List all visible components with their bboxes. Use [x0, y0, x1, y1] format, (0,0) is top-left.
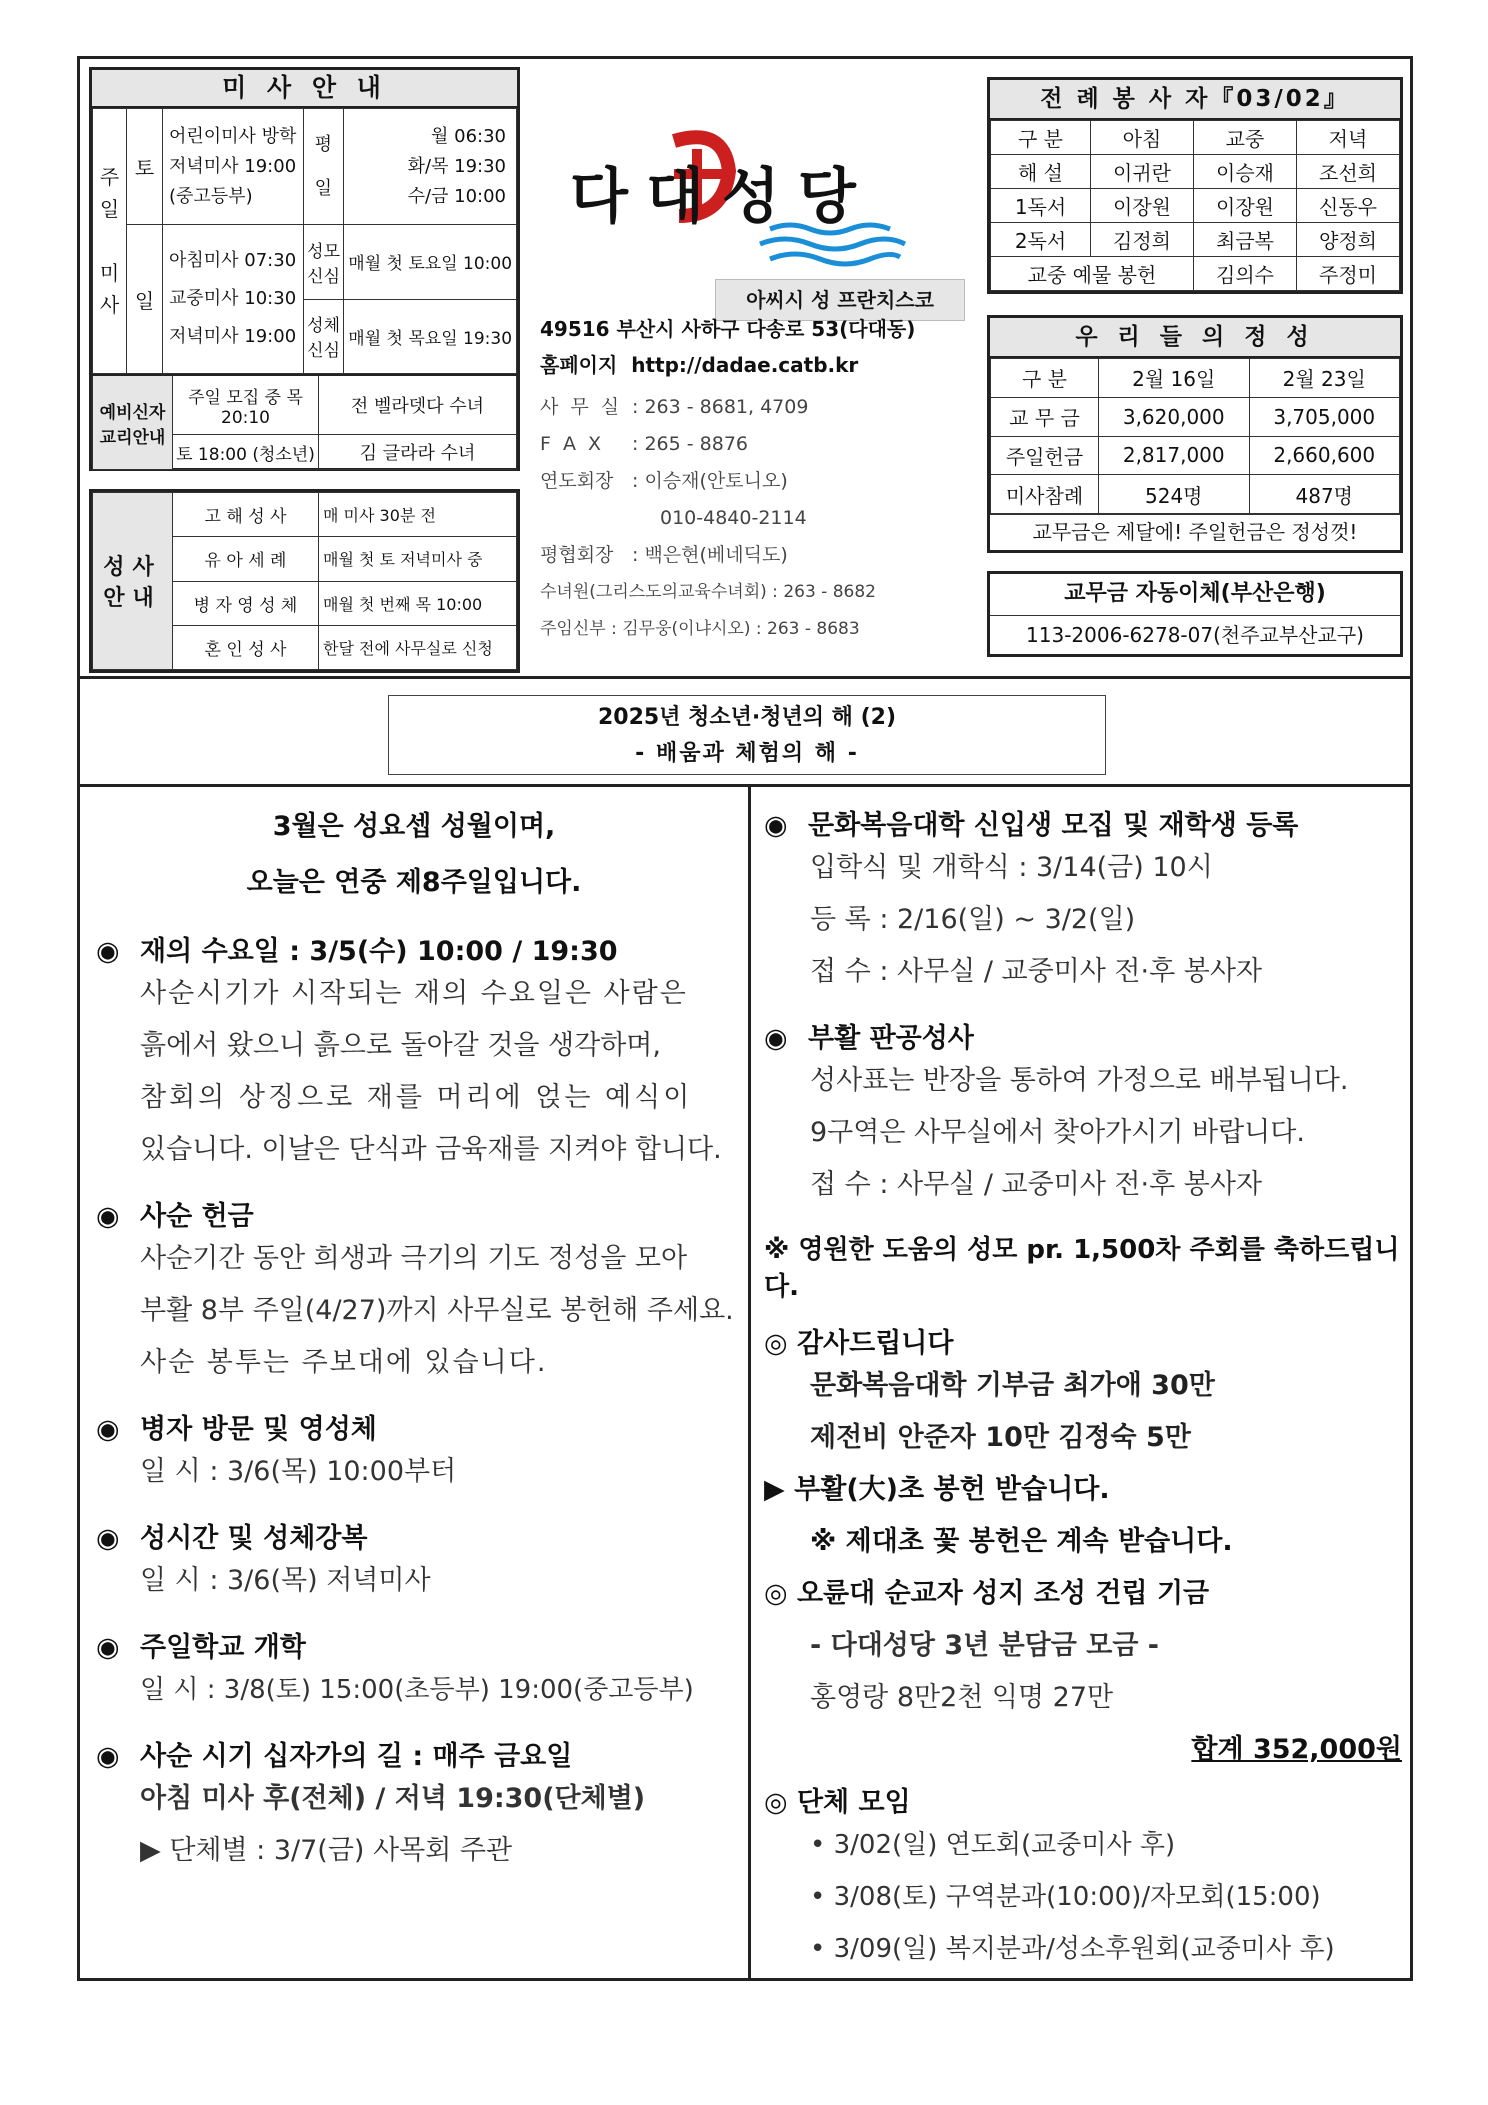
offering-table: [987, 315, 1403, 553]
offering-row: 교 무 금 3,620,000 3,705,000: [991, 397, 1400, 436]
section-holy-hour: ◉ 성시간 및 성체강복: [96, 1523, 368, 1554]
offering-row: 미사참례 524명 487명: [991, 475, 1400, 514]
target-bullet-icon: ◉: [96, 1201, 120, 1232]
target-bullet-icon: ◉: [96, 936, 120, 967]
sacrament-guide: [89, 489, 520, 673]
offering-header: 구 분 2월 16일 2월 23일: [991, 359, 1400, 398]
section-sick-visit: ◉ 병자 방문 및 영성체: [96, 1414, 377, 1445]
saint-mother-time: 매월 첫 토요일 10:00: [344, 225, 516, 299]
homepage-link[interactable]: http://dadae.catb.kr: [631, 353, 859, 377]
section-easter-confession: ◉ 부활 판공성사: [764, 1023, 974, 1054]
sat-label: 토: [127, 109, 163, 225]
target-bullet-icon: ◉: [96, 1523, 120, 1554]
section-martyr-shrine: ◎ 오륜대 순교자 성지 조성 건립 기금: [764, 1578, 1210, 1609]
right-column: [760, 803, 1410, 1975]
catechumen-1-teacher: 전 벨라뎃다 수녀: [319, 375, 517, 435]
weekday-label: 평 일: [303, 109, 343, 225]
novena-note: ※ 영원한 도움의 성모 pr. 1,500차 주회를 축하드립니다.: [764, 1235, 1400, 1302]
left-column: [80, 799, 748, 1877]
ministers-table: [987, 77, 1403, 294]
weekday-mass-times: 월 06:30 화/목 19:30 수/금 10:00: [343, 109, 516, 225]
offering-row: 주일헌금 2,817,000 2,660,600: [991, 436, 1400, 475]
section-culture-college: ◉ 문화복음대학 신입생 모집 및 재학생 등록: [764, 810, 1299, 841]
target-bullet-icon: ◉: [96, 1414, 120, 1445]
section-thanks: ◎ 감사드립니다: [764, 1328, 954, 1359]
contact-row: 수녀원(그리스도의교육수녀회) : 263 - 8682: [540, 582, 876, 602]
catechumen-label: 예비신자 교리안내: [93, 375, 173, 470]
altar-candle-note: ※ 제대초 꽃 봉헌은 계속 받습니다.: [810, 1526, 1233, 1557]
catechumen-1-time: 주일 모집 중 목 20:10: [173, 375, 319, 435]
section-body: 일 시 : 3/6(목) 저녁미사: [140, 1565, 431, 1596]
sun-mass-times: 아침미사 07:30 교중미사 10:30 저녁미사 19:00: [163, 225, 304, 374]
devotion-cell: [303, 225, 516, 374]
intro-line: 오늘은 연중 제8주일입니다.: [246, 867, 582, 898]
section-stations-of-cross: ◉ 사순 시기 십자가의 길 : 매주 금요일: [96, 1741, 573, 1772]
contact-row: 사 무 실 : 263 - 8681, 4709: [540, 396, 809, 418]
section-ash-wednesday: ◉ 재의 수요일 : 3/5(수) 10:00 / 19:30: [96, 936, 618, 967]
sacred-heart-time: 매월 첫 목요일 19:30: [344, 299, 516, 373]
theme-line-1: 2025년 청소년·청년의 해 (2): [598, 705, 896, 730]
sacrament-desc: 한달 전에 사무실로 신청: [319, 625, 517, 669]
ministers-row: 2독서 김정희 최금복 양정희: [991, 223, 1400, 257]
offering-note: 교무금은 제달에! 주일헌금은 정성껏!: [990, 514, 1400, 550]
contact-row: 주임신부 : 김무웅(이냐시오) : 263 - 8683: [540, 619, 860, 639]
catechumen-2-time: 토 18:00 (청소년): [173, 435, 319, 470]
sacrament-desc: 매 미사 30분 전: [319, 493, 517, 537]
mass-schedule: [89, 67, 520, 471]
section-body: 일 시 : 3/6(목) 10:00부터: [140, 1456, 457, 1487]
intro-line: 3월은 성요셉 성월이며,: [272, 811, 556, 842]
sacred-heart-label: 성체신심: [304, 299, 344, 373]
easter-candle-note: ▶ 부활(大)초 봉헌 받습니다.: [764, 1474, 1110, 1505]
section-body: 성사표는 반장을 통하여 가정으로 배부됩니다. 9구역은 사무실에서 찾아가시기 바랍니다. 접 수 : 사무실 / 교중미사 전·후 봉사자: [810, 1065, 1349, 1200]
section-body: - 다대성당 3년 분담금 모금 - 홍영랑 8만2천 익명 27만: [810, 1630, 1160, 1713]
wave-icon: [750, 219, 910, 273]
section-body: 아침 미사 후(전체) / 저녁 19:30(단체별) ▶ 단체별 : 3/7(금) 사목회 주관: [140, 1783, 646, 1866]
sacrament-name: 고 해 성 사: [173, 493, 319, 537]
church-logo: [540, 121, 1000, 321]
section-lent-offering: ◉ 사순 헌금: [96, 1201, 254, 1232]
section-body: 사순시기가 시작되는 재의 수요일은 사람은 흙에서 왔으니 흙으로 돌아갈 것을 생각하며, 참회의 상징으로 재를 머리에 얹는 예식이 있습니다. 이날은 단식과 금육재를 지켜야 합니다.: [140, 978, 722, 1165]
target-bullet-icon: ◉: [96, 1632, 120, 1663]
ministers-header: 구 분 아침 교중 저녁: [991, 121, 1400, 155]
section-body: • 3/02(일) 연도회(교중미사 후) • 3/08(토) 구역분과(10:00)/자모회(15:00) • 3/09(일) 복지분과/성소후원회(교중미사 후): [810, 1830, 1335, 1964]
ministers-row: 해 설 이귀란 이승재 조선희: [991, 155, 1400, 189]
sacrament-desc: 매월 첫 번째 목 10:00: [319, 581, 517, 625]
contact-row: 평협회장 : 백은현(베네딕도): [540, 544, 788, 566]
donation-total: 합계 352,000원: [1191, 1734, 1402, 1765]
sacrament-name: 유 아 세 례: [173, 537, 319, 581]
bulletin-frame: [77, 56, 1413, 1981]
ministers-row: 교중 예물 봉헌 김의수 주정미: [991, 257, 1400, 291]
transfer-title: 교무금 자동이체(부산은행): [990, 574, 1400, 616]
sacrament-name: 병 자 영 성 체: [173, 581, 319, 625]
mass-title: 미 사 안 내: [92, 70, 517, 108]
offering-title: 우 리 들 의 정 성: [990, 318, 1400, 358]
saint-mother-label: 성모신심: [304, 225, 344, 299]
transfer-account: 113-2006-6278-07(천주교부산교구): [1026, 623, 1364, 647]
homepage-row: 홈페이지 http://dadae.catb.kr: [540, 353, 859, 377]
sat-mass-times: 어린이미사 방학 저녁미사 19:00 (중고등부): [163, 109, 304, 225]
section-body: 사순기간 동안 희생과 극기의 기도 정성을 모아 부활 8부 주일(4/27)까지 사무실로 봉헌해 주세요. 사순 봉투는 주보대에 있습니다.: [140, 1243, 734, 1378]
sun-label: 일: [127, 225, 163, 374]
section-group-meetings: ◎ 단체 모임: [764, 1787, 911, 1818]
target-bullet-icon: ◉: [764, 1023, 788, 1054]
target-bullet-icon: ◉: [96, 1741, 120, 1772]
target-bullet-icon: ◉: [764, 810, 788, 841]
ministers-row: 1독서 이장원 이장원 신동우: [991, 189, 1400, 223]
contact-row: 연도회장 : 이승재(안토니오): [540, 470, 788, 492]
auto-transfer-box: [987, 571, 1403, 657]
theme-box: [388, 695, 1106, 775]
ministers-title: 전 례 봉 사 자『03/02』: [990, 80, 1400, 120]
contact-row: 010-4840-2114: [660, 507, 807, 529]
section-body: 일 시 : 3/8(토) 15:00(초등부) 19:00(중고등부): [140, 1675, 694, 1705]
contact-row: F A X : 265 - 8876: [540, 433, 749, 455]
sacrament-label: 성사안내: [93, 493, 173, 670]
section-sunday-school: ◉ 주일학교 개학: [96, 1632, 306, 1663]
section-body: 입학식 및 개학식 : 3/14(금) 10시 등 록 : 2/16(일) ~ 3/2(일) 접 수 : 사무실 / 교중미사 전·후 봉사자: [810, 852, 1263, 987]
sacrament-name: 혼 인 성 사: [173, 625, 319, 669]
sunday-mass-label: 주 일 미 사: [93, 109, 127, 374]
theme-line-2: - 배움과 체험의 해 -: [635, 741, 859, 766]
catechumen-2-teacher: 김 글라라 수녀: [319, 435, 517, 470]
church-name: 다대성당: [570, 162, 874, 232]
patron-badge: 아씨시 성 프란치스코: [715, 279, 965, 321]
sacrament-desc: 매월 첫 토 저녁미사 중: [319, 537, 517, 581]
section-body: 문화복음대학 기부금 최가애 30만 제전비 안준자 10만 김정숙 5만: [810, 1370, 1215, 1453]
church-address: 49516 부산시 사하구 다송로 53(다대동): [540, 317, 916, 341]
church-contacts: [540, 311, 1010, 648]
